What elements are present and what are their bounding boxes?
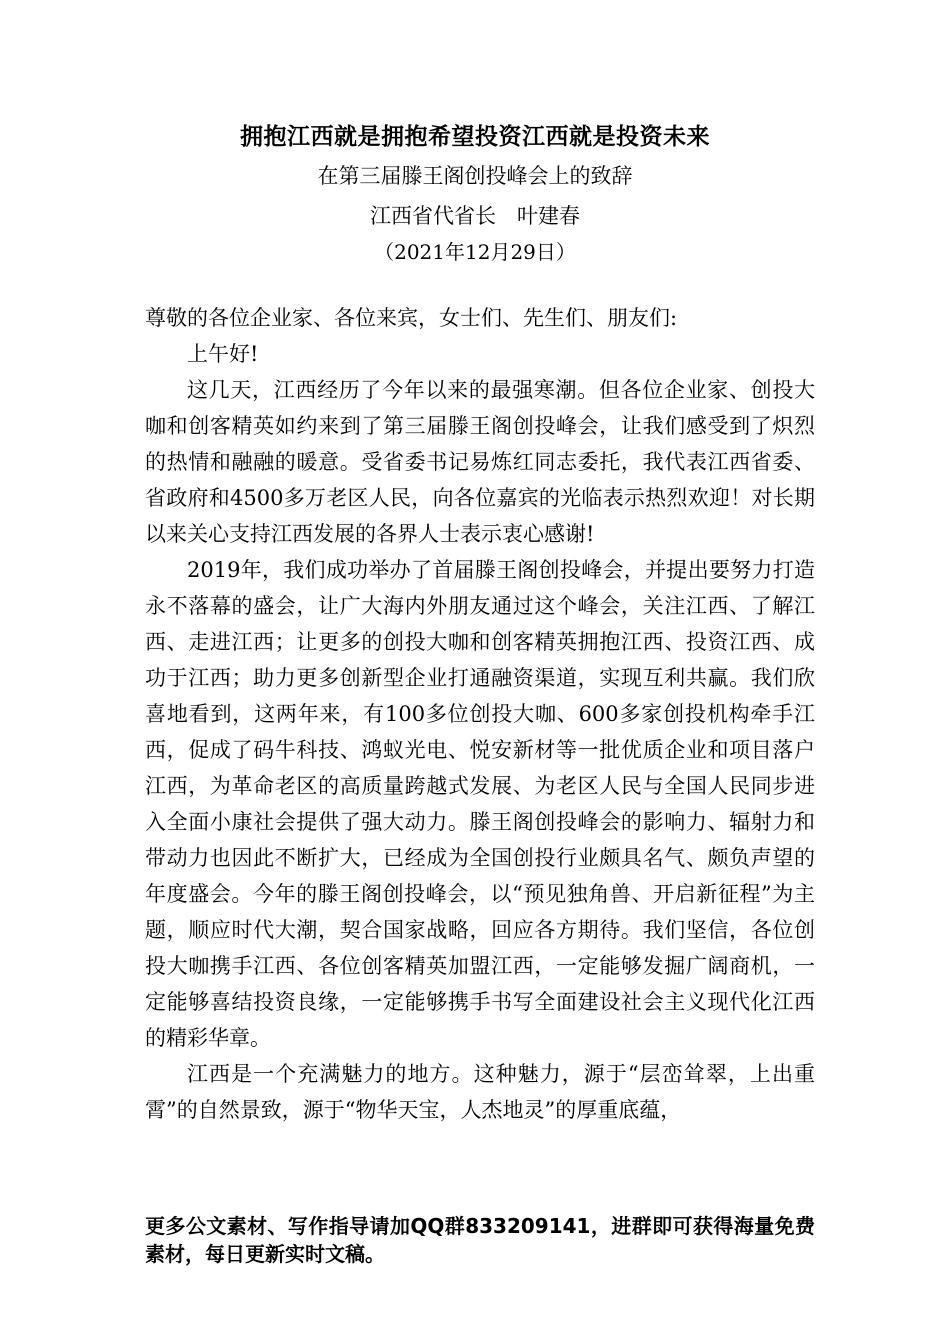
- document-subtitle: 在第三届滕王阁创投峰会上的致辞: [317, 164, 633, 188]
- paragraph-summit-history: 2019年，我们成功举办了首届滕王阁创投峰会，并提出要努力打造永不落幕的盛会，让广大海内外朋友通过这个峰会，关注江西、了解江西、走进江西；让更多的创投大咖和创客精英拥抱江西、投资江西、成功于江西；助力更多创新型企业打通融资渠道，实现互利共赢。我们欣喜地看到，这两年来，有100多位创投大咖、600多家创投机构牵手江西，促成了码牛科技、鸿蚁光电、悦安新材等一批优质企业和项目落户江西，为革命老区的高质量跨越式发展、为老区人民与全国人民同步进入全面小康社会提供了强大动力。滕王阁创投峰会的影响力、辐射力和带动力也因此不断扩大，已经成为全国创投行业颇具名气、颇负声望的年度盛会。今年的滕王阁创投峰会，以“预见独角兽、开启新征程”为主题，顺应时代大潮，契合国家战略，回应各方期待。我们坚信，各位创投大咖携手江西、各位创客精英加盟江西，一定能够发掘广阔商机，一定能够喜结投资良缘，一定能够携手书写全面建设社会主义现代化江西的精彩华章。: [145, 558, 815, 1050]
- salutation: 尊敬的各位企业家、各位来宾，女士们、先生们、朋友们:: [145, 306, 678, 330]
- document-title: 拥抱江西就是拥抱希望投资江西就是投资未来: [240, 123, 710, 150]
- paragraph-welcome: 这几天，江西经历了今年以来的最强寒潮。但各位企业家、创投大咖和创客精英如约来到了第三届滕王阁创投峰会，让我们感受到了炽烈的热情和融融的暖意。受省委书记易炼红同志委托，我代表江西省委、省政府和4500多万老区人民，向各位嘉宾的光临表示热烈欢迎！对长期以来关心支持江西发展的各界人士表示衷心感谢!: [145, 378, 815, 546]
- document-body: [145, 300, 815, 1128]
- paragraph-greeting: 上午好!: [187, 342, 259, 366]
- document-author: 江西省代省长 叶建春: [370, 204, 580, 228]
- document-date: （2021年12月29日）: [374, 240, 576, 264]
- footer-promo-note: 更多公文素材、写作指导请加QQ群833209141，进群即可获得海量免费素材，每日更新实时文稿。: [145, 1214, 815, 1266]
- paragraph-jiangxi-charm: 江西是一个充满魅力的地方。这种魅力，源于“层峦耸翠，上出重霄”的自然景致，源于“物华天宝，人杰地灵”的厚重底蕴，: [145, 1062, 815, 1122]
